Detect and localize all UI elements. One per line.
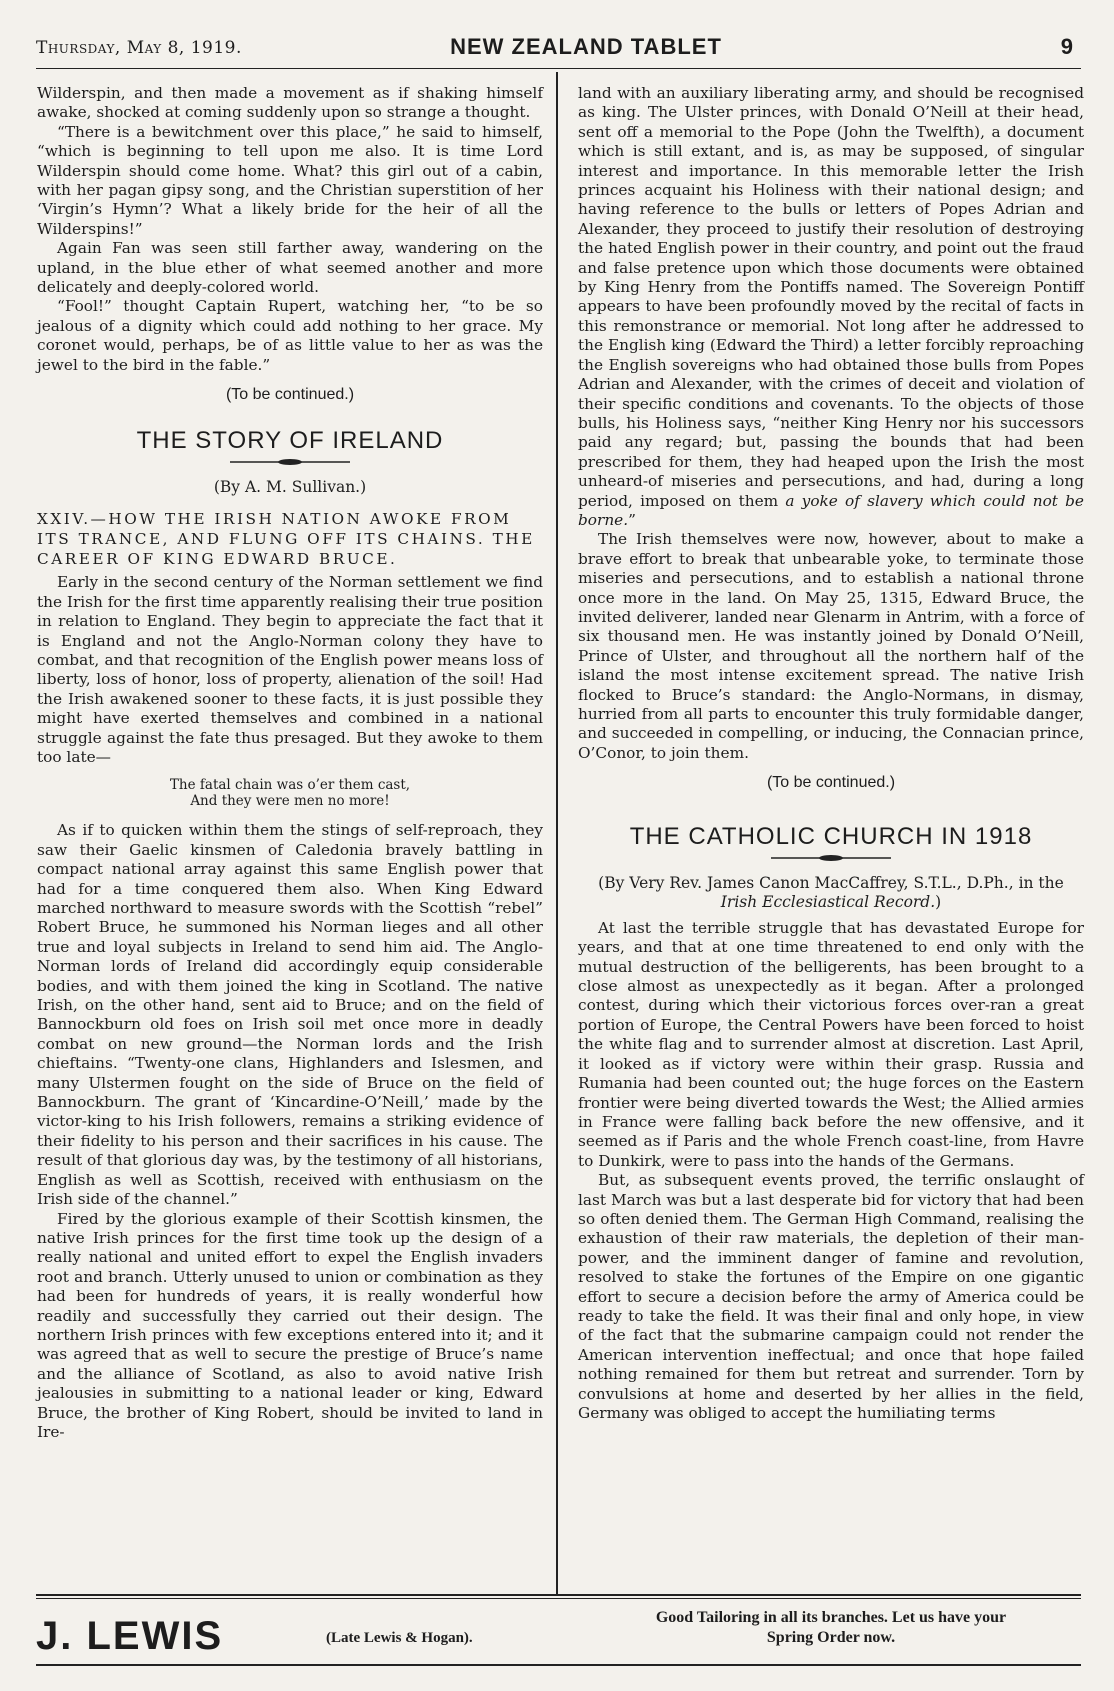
advertisement-text: Good Tailoring in all its branches. Let us have your Spring Order now. (655, 1609, 1007, 1646)
article-paragraph: But, as subsequent events proved, the terrific onslaught of last March was but a last desperate bid for victory that had been so often denied them. The German High Command, realising the exhaustion of their raw materials, the depletion of their man-power, and the imminent danger of famine and revolution, resolved to stake the fortunes of the Empire on one gigantic effort to secure a decision before the army of America could be ready to take the field. It was their final and only hope, in view of the fact that the submarine campaign could not render the American intervention ineffectual; and once that hope failed nothing remained for them but retreat and surrender. Torn by convulsions at home and deserted by her allies in the field, Germany was obliged to accept the humiliating terms (578, 1171, 1084, 1422)
advertisement-footer (36, 1606, 1081, 1666)
to-be-continued: (To be continued.) (766, 774, 896, 792)
article-paragraph: As if to quicken within them the stings of self-reproach, they saw their Gaelic kinsmen of Caledonia bravely battling in compact national array against this same English power that had for a time conquered them also. When King Edward marched northward to measure swords with the Scottish “rebel” Robert Bruce, he summoned his Norman lieges and all other true and loyal subjects in Ireland to send him aid. The Anglo-Norman lords of Ireland did accordingly equip considerable bodies, and with them joined the king in Scotland. The native Irish, on the other hand, sent aid to Bruce; and on the field of Bannockburn old foes on Irish soil met once more in deadly combat on new ground—the Norman lords and the Irish chieftains. “Twenty-one clans, Highlanders and Islesmen, and many Ulstermen fought on the side of Bruce on the field of Bannockburn. The grant of ‘Kincardine-O’Neill,’ made by the victor-king to his Irish followers, remains a striking evidence of their fidelity to his person and their sacrifices in his cause. The result of that glorious day was, by the testimony of all historians, English as well as Scottish, received with enthusiasm on the Irish side of the channel.” (37, 821, 543, 1209)
footer-divider (36, 1594, 1081, 1596)
chapter-heading: XXIV.—HOW THE IRISH NATION AWOKE FROM ITS TRANCE, AND FLUNG OFF ITS CHAINS. THE CAREER OF KING EDWARD BRUCE. (37, 510, 535, 569)
ornamental-rule-icon (230, 458, 350, 466)
page-number: 9 (1060, 34, 1073, 59)
verse-line: And they were men no more! (190, 793, 390, 810)
advertiser-former-name: (Late Lewis & Hogan). (326, 1630, 473, 1646)
right-column (578, 84, 1084, 1423)
article-paragraph: land with an auxiliary liberating army, and should be recognised as king. The Ulster princes, with Donald O’Neill at their head, sent off a memorial to the Pope (John the Twelfth), a document which is still extant, and is, as may be supposed, of singular interest and importance. In this memorable letter the Irish princes acquaint his Holiness with their national design; and having reference to the bulls or letters of Popes Adrian and Alexander, they proceed to justify their resolution of destroying the hated English power in their country, and point out the fraud and false pretence upon which those documents were obtained by King Henry from the Pontiffs named. The Sovereign Pontiff appears to have been profoundly moved by the recital of facts in this remonstrance or memorial. Not long after he addressed to the English king (Edward the Third) a letter forcibly reproaching the English sovereigns who had obtained those bulls from Popes Adrian and Alexander, with the crimes of deceit and violation of their specific conditions and covenants. To the objects of those bulls, his Holiness says, “neither King Henry nor his successors paid any regard; but, passing the bounds that had been prescribed for them, they had heaped upon the Irish the most unheard-of miseries and persecutions, and had, during a long period, imposed on them a yoke of slavery which could not be borne.” (578, 84, 1084, 529)
left-column (37, 84, 543, 1442)
article-headline: THE STORY OF IRELAND (136, 426, 444, 454)
masthead (36, 34, 1081, 69)
italic-quote: a yoke of slavery which could not be borne. (578, 491, 1084, 529)
to-be-continued: (To be continued.) (225, 386, 355, 404)
article-paragraph: Early in the second century of the Norman settlement we find the Irish for the first time apparently realising their true position in relation to England. They begin to appreciate the fact that it is England and not the Anglo-Norman colony they have to combat, and that recognition of the English power means loss of liberty, loss of honor, loss of property, alienation of the soil! Had the Irish awakened sooner to these facts, it is just possible they might have exerted themselves and combined in a national struggle against the fate thus presaged. But they awoke to them too late— (37, 573, 543, 766)
article-paragraph: Fired by the glorious example of their Scottish kinsmen, the native Irish princes for the first time took up the design of a really national and united effort to expel the English invaders root and branch. Utterly unused to union or combination as they had been for hundreds of years, it is really wonderful how readily and successfully they carried out their design. The northern Irish princes with few exceptions entered into it; and it was agreed that as well to secure the prestige of Bruce’s name and the alliance of Scotland, as also to avoid native Irish jealousies in submitting to a national leader or king, Edward Bruce, the brother of King Robert, should be invited to land in Ire- (37, 1209, 543, 1441)
story-paragraph: Wilderspin, and then made a movement as if shaking himself awake, shocked at coming suddenly upon so strange a thought. (37, 84, 543, 122)
story-paragraph: Again Fan was seen still farther away, wandering on the upland, in the blue ether of what seemed another and more delicately and deeply-colored world. (37, 239, 543, 297)
article-paragraph: The Irish themselves were now, however, about to make a brave effort to break that unbearable yoke, to terminate those miseries and persecutions, and to establish a national throne once more in the land. On May 25, 1315, Edward Bruce, the invited deliverer, landed near Glenarm in Antrim, with a force of six thousand men. He was instantly joined by Donald O’Neill, Prince of Ulster, and throughout all the northern half of the island the most intense excitement spread. The native Irish flocked to Bruce’s standard: the Anglo-Normans, in dismay, hurried from all parts to encounter this truly formidable danger, and succeeded in compelling, or inducing, the Connacian prince, O’Conor, to join them. (578, 530, 1084, 762)
source-title: Irish Ecclesiastical Record. (720, 893, 936, 912)
advertiser-name: J. LEWIS (36, 1614, 224, 1658)
article-paragraph: At last the terrible struggle that has devastated Europe for years, and that at one time threatened to end only with the mutual destruction of the belligerents, has been brought to a close almost as unexpectedly as it began. After a prolonged contest, during which their victorious forces over-ran a great portion of Europe, the Central Powers have been forced to hoist the white flag and to surrender almost at discretion. Last April, it looked as if victory were within their grasp. Russia and Rumania had been counted out; the huge forces on the Eastern frontier were being diverted towards the West; the Allied armies in France were falling back before the new offensive, and it seemed as if Paris and the whole French coast-line, from Havre to Dunkirk, were to pass into the hands of the Germans. (578, 918, 1084, 1170)
article-byline: (By A. M. Sullivan.) (213, 477, 367, 496)
issue-date: Thursday, May 8, 1919. (36, 38, 242, 58)
column-divider (556, 72, 558, 1594)
story-paragraph: “There is a bewitchment over this place,” he said to himself, “which is beginning to tell upon me also. It is time Lord Wilderspin should come home. What? this girl out of a cabin, with her pagan gipsy song, and the Christian superstition of her ‘Virgin’s Hymn’? What a likely bride for the heir of all the Wilderspins!” (37, 122, 543, 238)
verse-quote (37, 777, 543, 809)
story-paragraph: “Fool!” thought Captain Rupert, watching her, “to be so jealous of a dignity which could add nothing to her grace. My coronet would, perhaps, be of as little value to her as was the jewel to the bird in the fable.” (37, 297, 543, 374)
article-byline: (By Very Rev. James Canon MacCaffrey, S.T.L., D.Ph., in the Irish Ecclesiastical Record.) (598, 874, 1064, 912)
ornamental-rule-icon (771, 854, 891, 862)
verse-line: The fatal chain was o’er them cast, (169, 777, 411, 794)
footer-bottom-rule (36, 1664, 1081, 1666)
footer-divider (36, 1598, 1081, 1599)
article-headline: THE CATHOLIC CHURCH IN 1918 (629, 822, 1033, 850)
newspaper-title: NEW ZEALAND TABLET (450, 34, 722, 59)
